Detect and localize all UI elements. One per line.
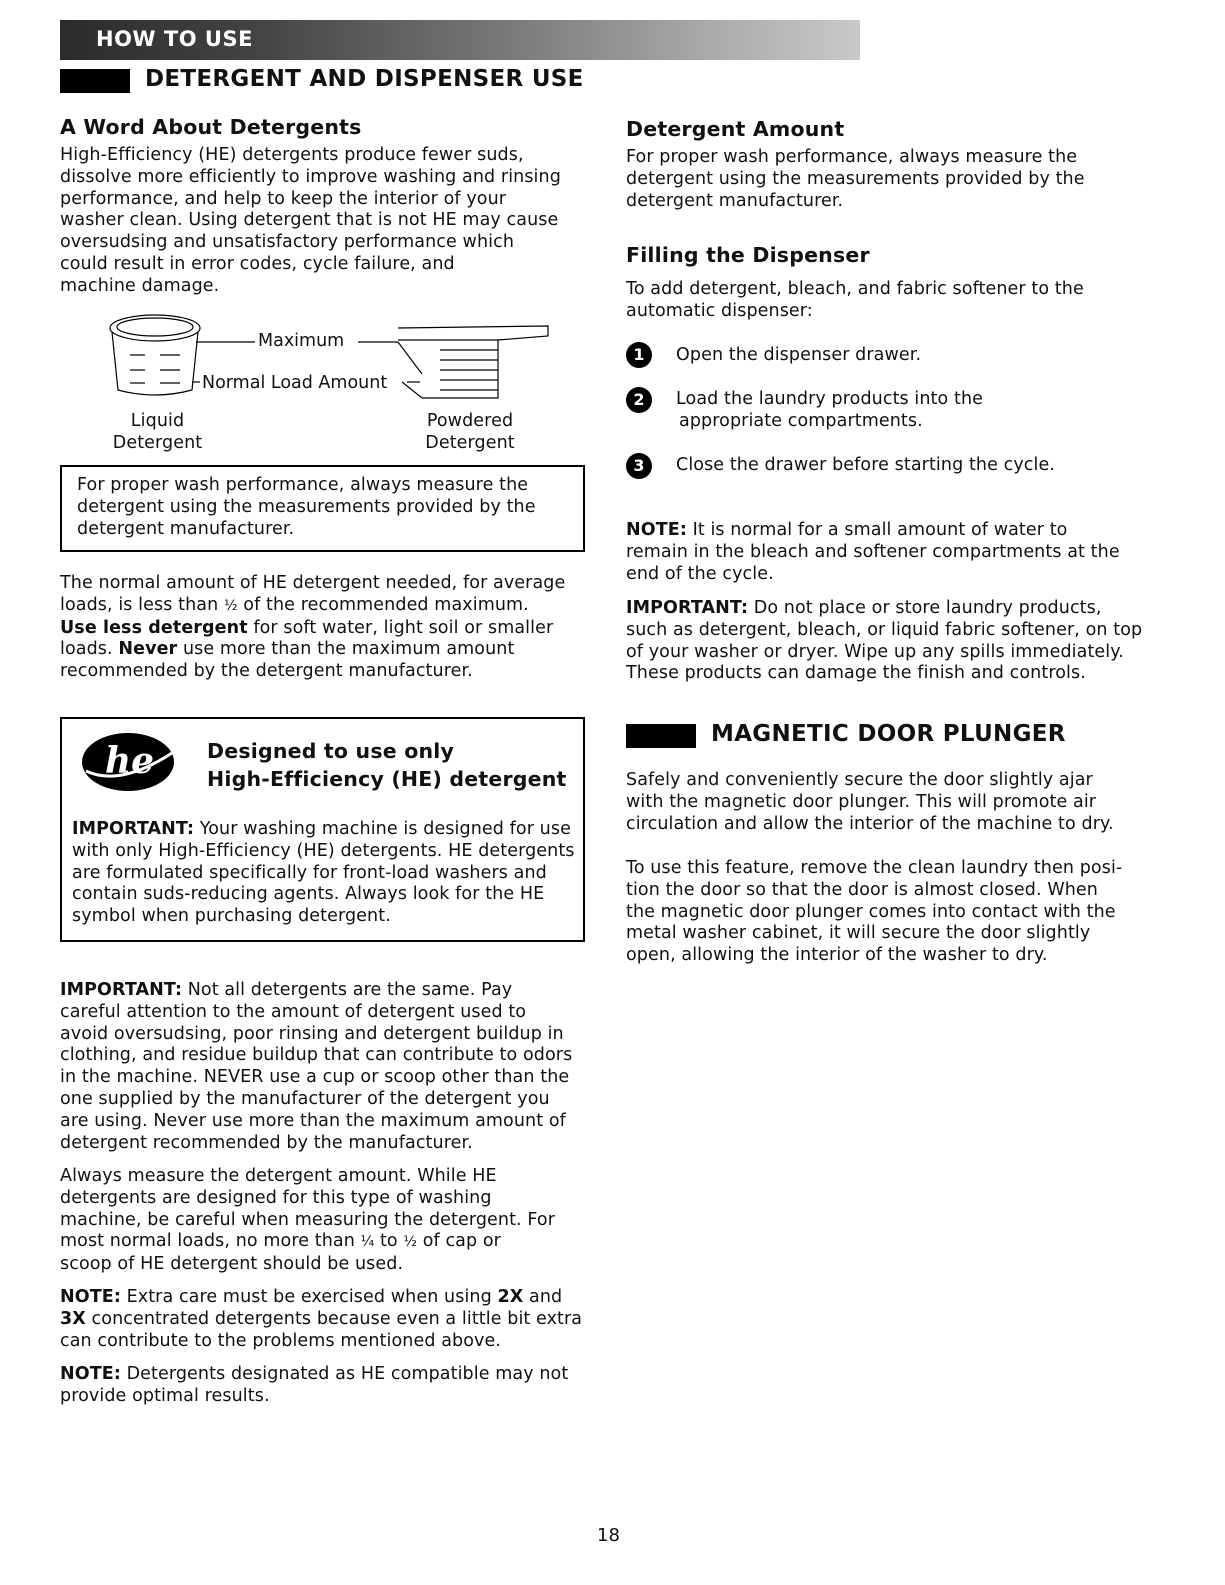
text-line: dissolve more efficiently to improve washing and rinsing — [60, 166, 561, 187]
text-line: circulation and allow the interior of the machine to dry. — [626, 813, 1114, 834]
text-line: Load the laundry products into the — [676, 389, 984, 409]
text-line: can contribute to the problems mentioned above. — [60, 1330, 502, 1351]
text-line: open, allowing the interior of the washer to dry. — [626, 945, 1048, 966]
step-1-number-icon: 1 — [626, 342, 652, 368]
text-line: detergent manufacturer. — [77, 518, 295, 539]
text-line: careful attention to the amount of detergent used to — [60, 1001, 527, 1022]
he-detergent-box — [60, 717, 585, 942]
section-banner — [60, 20, 860, 60]
text-line: in the machine. NEVER use a cup or scoop other than the — [60, 1067, 570, 1088]
section-marker — [626, 724, 696, 748]
text-span: and — [523, 1287, 563, 1307]
text-line: High-Efficiency (HE) detergents produce fewer suds, — [60, 145, 524, 165]
bold-span: NOTE: — [60, 1287, 121, 1307]
liquid-label — [110, 411, 205, 455]
filling-dispenser-heading: Filling the Dispenser — [626, 243, 870, 267]
text-line: scoop of HE detergent should be used. — [60, 1254, 404, 1275]
text-line: Open the dispenser drawer. — [676, 345, 922, 365]
text-span: loads. — [60, 639, 119, 660]
bold-span: NOTE: — [60, 1364, 121, 1384]
text-line: To use this feature, remove the clean laundry then posi- — [626, 858, 1123, 878]
text-span: use more than the maximum amount — [177, 639, 515, 660]
magnetic-paragraph-2 — [626, 858, 1122, 967]
he-box-title-1: Designed to use only — [207, 739, 455, 763]
text-line: performance, and help to keep the interior of your — [60, 188, 507, 209]
text-line — [60, 618, 565, 640]
maximum-label: Maximum — [258, 331, 345, 351]
bold-span: Never — [118, 639, 178, 660]
text-line: avoid oversudsing, poor rinsing and detergent buildup in — [60, 1023, 564, 1044]
text-span: of the recommended maximum. — [237, 594, 529, 615]
text-span: Your washing machine is designed for use — [194, 819, 571, 839]
text-line: Close the drawer before starting the cycle. — [676, 455, 1056, 475]
filling-intro-paragraph — [626, 279, 1084, 323]
step-3-text — [676, 455, 1055, 477]
text-line: washer clean. Using detergent that is not HE may cause — [60, 210, 559, 231]
text-line: are using. Never use more than the maximum amount of — [60, 1110, 566, 1131]
step-2-number-icon: 2 — [626, 387, 652, 413]
important-detergents-paragraph — [60, 980, 572, 1154]
text-line — [626, 520, 1120, 542]
text-line: detergent using the measurements provided by the — [626, 168, 1085, 189]
text-line: the magnetic door plunger comes into contact with the — [626, 901, 1116, 922]
text-span: concentrated detergents because even a little bit extra — [85, 1308, 583, 1329]
text-line — [60, 980, 572, 1002]
note-water-paragraph — [626, 520, 1120, 585]
step-2-text — [676, 389, 983, 433]
text-line — [626, 598, 1142, 620]
text-line: provide optimal results. — [60, 1385, 270, 1406]
text-line — [72, 819, 575, 841]
text-line — [60, 1364, 568, 1386]
he-box-paragraph — [72, 819, 575, 928]
text-line: appropriate compartments. — [679, 410, 923, 431]
text-line: detergent using the measurements provided by the — [77, 496, 536, 517]
measure-detergent-paragraph — [60, 1166, 555, 1276]
text-line: detergents are designed for this type of washing — [60, 1187, 492, 1208]
measure-note-box — [60, 465, 585, 552]
text-line: The normal amount of HE detergent needed, for average — [60, 573, 566, 593]
text-line: Detergent — [425, 432, 515, 453]
text-line — [60, 639, 565, 661]
text-line: Always measure the detergent amount. While HE — [60, 1166, 497, 1186]
text-line: detergent recommended by the manufacturer. — [60, 1132, 473, 1153]
bold-span: NOTE: — [626, 520, 687, 540]
page-title: DETERGENT AND DISPENSER USE — [145, 66, 584, 92]
text-line: machine damage. — [60, 275, 220, 296]
text-line: metal washer cabinet, it will secure the door slightly — [626, 923, 1091, 944]
bold-span: IMPORTANT: — [626, 598, 749, 618]
bold-span: IMPORTANT: — [72, 819, 195, 839]
bold-span: IMPORTANT: — [60, 980, 183, 1000]
text-line: of your washer or dryer. Wipe up any spills immediately. — [626, 641, 1124, 662]
text-line: automatic dispenser: — [626, 300, 813, 321]
word-about-detergents-heading: A Word About Detergents — [60, 115, 362, 139]
detergent-amount-heading: Detergent Amount — [626, 117, 845, 141]
note-concentrated-paragraph — [60, 1287, 582, 1352]
text-line: one supplied by the manufacturer of the detergent you — [60, 1088, 550, 1109]
text-line: clothing, and residue buildup that can contribute to odors — [60, 1045, 573, 1066]
text-line: For proper wash performance, always measure the — [626, 147, 1078, 167]
text-line: contain suds-reducing agents. Always look for the HE — [72, 884, 545, 905]
magnetic-door-heading: MAGNETIC DOOR PLUNGER — [711, 721, 1066, 747]
text-span: loads, is less than — [60, 594, 224, 615]
text-line: end of the cycle. — [626, 563, 774, 584]
text-line: machine, be careful when measuring the detergent. For — [60, 1209, 556, 1230]
text-line: recommended by the detergent manufacturer. — [60, 661, 473, 682]
text-line: with only High-Efficiency (HE) detergents. HE detergents — [72, 840, 575, 861]
text-span: Do not place or store laundry products, — [748, 598, 1102, 618]
text-line: These products can damage the finish and controls. — [626, 663, 1086, 684]
text-line: tion the door so that the door is almost closed. When — [626, 879, 1098, 900]
text-span: Not all detergents are the same. Pay — [182, 980, 513, 1000]
note-compatible-paragraph — [60, 1364, 568, 1408]
text-line: Powdered — [426, 411, 514, 431]
text-span: for soft water, light soil or smaller — [247, 617, 554, 638]
text-line: For proper wash performance, always measure the — [77, 475, 529, 495]
text-line: symbol when purchasing detergent. — [72, 906, 391, 927]
text-line: oversudsing and unsatisfactory performance which — [60, 232, 515, 253]
text-span: Detergents designated as HE compatible may not — [120, 1364, 569, 1384]
fraction-half: ½ — [403, 1234, 418, 1251]
text-line: remain in the bleach and softener compartments at the — [626, 541, 1120, 562]
text-span: most normal loads, no more than — [60, 1231, 361, 1252]
he-logo-text: he — [105, 740, 155, 782]
section-tab-label: HOW TO USE — [96, 27, 253, 51]
text-line: Detergent — [112, 432, 203, 453]
text-line — [60, 1287, 582, 1309]
liquid-cap-icon — [110, 315, 200, 395]
bold-span: 2X — [497, 1287, 524, 1307]
fraction-quarter: ¼ — [360, 1234, 375, 1251]
bold-span: Use less detergent — [60, 617, 248, 638]
text-span: of cap or — [417, 1231, 501, 1252]
step-3-number-icon: 3 — [626, 453, 652, 479]
text-span: Extra care must be exercised when using — [120, 1287, 498, 1307]
he-logo-icon — [80, 731, 176, 793]
text-line: could result in error codes, cycle failure, and — [60, 253, 455, 274]
text-line — [60, 1309, 582, 1331]
text-line — [60, 1231, 555, 1254]
text-line: such as detergent, bleach, or liquid fabric softener, on top — [626, 619, 1143, 640]
text-line: are formulated specifically for front-load washers and — [72, 862, 547, 883]
magnetic-paragraph-1 — [626, 770, 1114, 835]
page-number: 18 — [597, 1525, 620, 1546]
section-marker — [60, 69, 130, 93]
detergent-amount-paragraph — [626, 147, 1085, 212]
text-line: with the magnetic door plunger. This will promote air — [626, 791, 1097, 812]
powder-scoop-icon — [398, 326, 548, 398]
word-about-detergents-paragraph — [60, 145, 561, 298]
normal-load-label: Normal Load Amount — [202, 373, 388, 393]
text-line: To add detergent, bleach, and fabric softener to the — [626, 279, 1084, 299]
text-span: It is normal for a small amount of water to — [686, 520, 1068, 540]
text-line: Liquid — [130, 411, 185, 431]
powdered-label — [420, 411, 520, 455]
normal-amount-paragraph — [60, 573, 565, 683]
detergent-level-diagram — [100, 300, 570, 410]
step-1-text — [676, 345, 921, 367]
text-span: to — [374, 1231, 404, 1252]
bold-span: 3X — [60, 1308, 86, 1329]
text-line — [60, 595, 565, 618]
he-box-title-2: High-Efficiency (HE) detergent — [207, 767, 567, 791]
important-storage-paragraph — [626, 598, 1142, 685]
text-line: Safely and conveniently secure the door slightly ajar — [626, 770, 1093, 790]
text-line: detergent manufacturer. — [626, 190, 844, 211]
fraction-half: ½ — [223, 597, 238, 614]
